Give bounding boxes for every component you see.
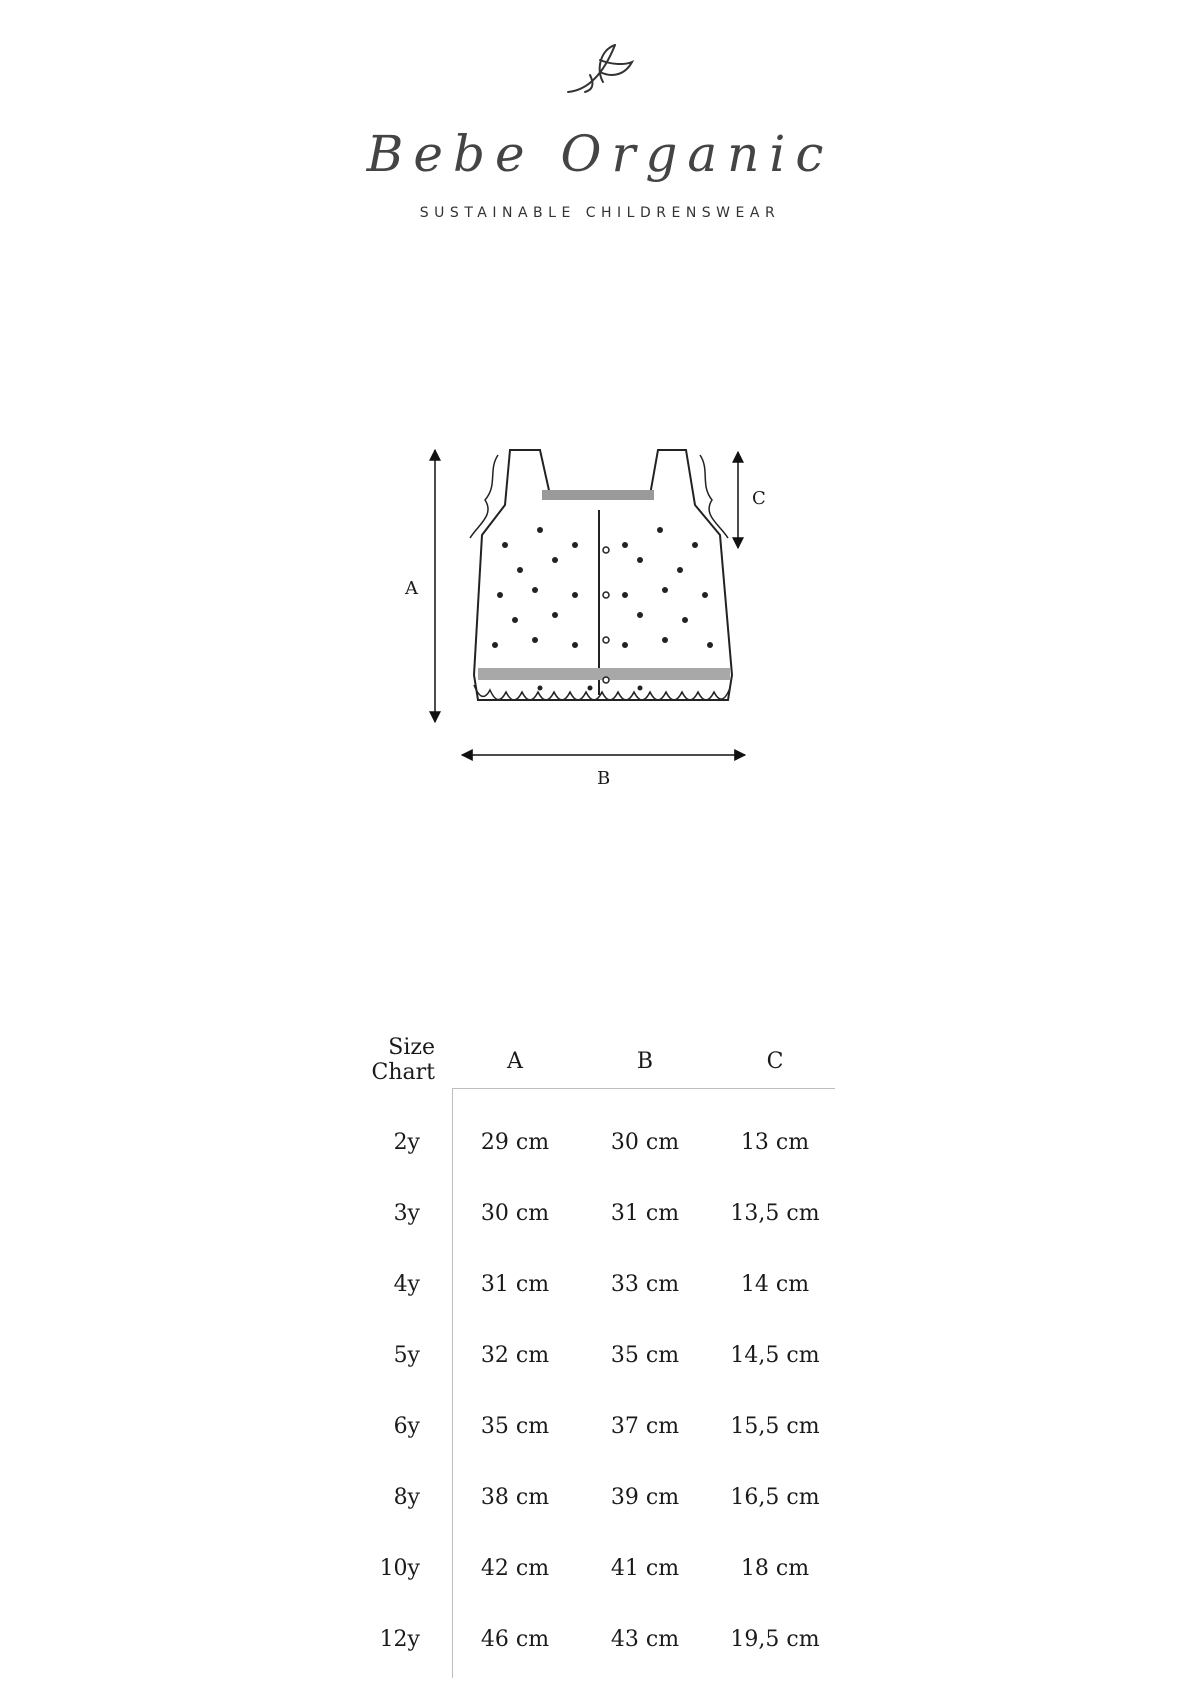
- table-row: [355, 1343, 835, 1383]
- measure-c-cell: 14,5 cm: [730, 1343, 820, 1368]
- brand-logo: [0, 20, 1200, 240]
- measure-c-cell: 13 cm: [740, 1130, 810, 1155]
- size-cell: 6y: [393, 1414, 420, 1439]
- garment-diagram: [390, 430, 790, 810]
- measure-c-cell: 16,5 cm: [730, 1485, 820, 1510]
- measure-a-cell: 42 cm: [480, 1556, 550, 1581]
- size-chart-title: [355, 1035, 435, 1085]
- measure-b-cell: 33 cm: [610, 1272, 680, 1297]
- table-row: [355, 1130, 835, 1170]
- measure-a-cell: 29 cm: [480, 1130, 550, 1155]
- dimension-label-b: B: [597, 768, 611, 789]
- measure-a-cell: 32 cm: [480, 1343, 550, 1368]
- brand-name: Bebe Organic: [366, 125, 834, 183]
- size-cell: 12y: [379, 1627, 420, 1652]
- dimension-label-c: C: [752, 488, 766, 509]
- column-header-a: A: [507, 1049, 523, 1074]
- measure-a-cell: 38 cm: [480, 1485, 550, 1510]
- size-cell: 2y: [393, 1130, 420, 1155]
- table-row: [355, 1272, 835, 1312]
- brand-tagline: SUSTAINABLE CHILDRENSWEAR: [419, 205, 781, 221]
- leaf-sprig-icon: [0, 20, 1200, 120]
- measure-c-cell: 13,5 cm: [730, 1201, 820, 1226]
- size-cell: 3y: [393, 1201, 420, 1226]
- measure-a-cell: 31 cm: [480, 1272, 550, 1297]
- measure-b-cell: 31 cm: [610, 1201, 680, 1226]
- measure-b-cell: 35 cm: [610, 1343, 680, 1368]
- measure-b-cell: 41 cm: [610, 1556, 680, 1581]
- dimension-label-a: A: [405, 578, 418, 599]
- measure-c-cell: 18 cm: [740, 1556, 810, 1581]
- measure-a-cell: 35 cm: [480, 1414, 550, 1439]
- table-row: [355, 1201, 835, 1241]
- measure-a-cell: 46 cm: [480, 1627, 550, 1652]
- column-header-b: B: [636, 1049, 654, 1074]
- measure-b-cell: 39 cm: [610, 1485, 680, 1510]
- column-header-c: C: [766, 1049, 784, 1074]
- table-row: [355, 1414, 835, 1454]
- size-cell: 10y: [379, 1556, 420, 1581]
- measure-a-cell: 30 cm: [480, 1201, 550, 1226]
- garment-sketch: [390, 430, 790, 810]
- size-cell: 4y: [393, 1272, 420, 1297]
- table-header-divider: [452, 1088, 835, 1089]
- table-row: [355, 1556, 835, 1596]
- size-cell: 8y: [393, 1485, 420, 1510]
- measure-b-cell: 43 cm: [610, 1627, 680, 1652]
- size-chart-title-line2: Chart: [371, 1060, 435, 1085]
- measure-b-cell: 30 cm: [610, 1130, 680, 1155]
- table-row: [355, 1485, 835, 1525]
- measure-c-cell: 19,5 cm: [730, 1627, 820, 1652]
- size-cell: 5y: [393, 1343, 420, 1368]
- measure-c-cell: 14 cm: [740, 1272, 810, 1297]
- size-chart-title-line1: Size: [388, 1035, 435, 1060]
- table-row: [355, 1627, 835, 1667]
- measure-c-cell: 15,5 cm: [730, 1414, 820, 1439]
- measure-b-cell: 37 cm: [610, 1414, 680, 1439]
